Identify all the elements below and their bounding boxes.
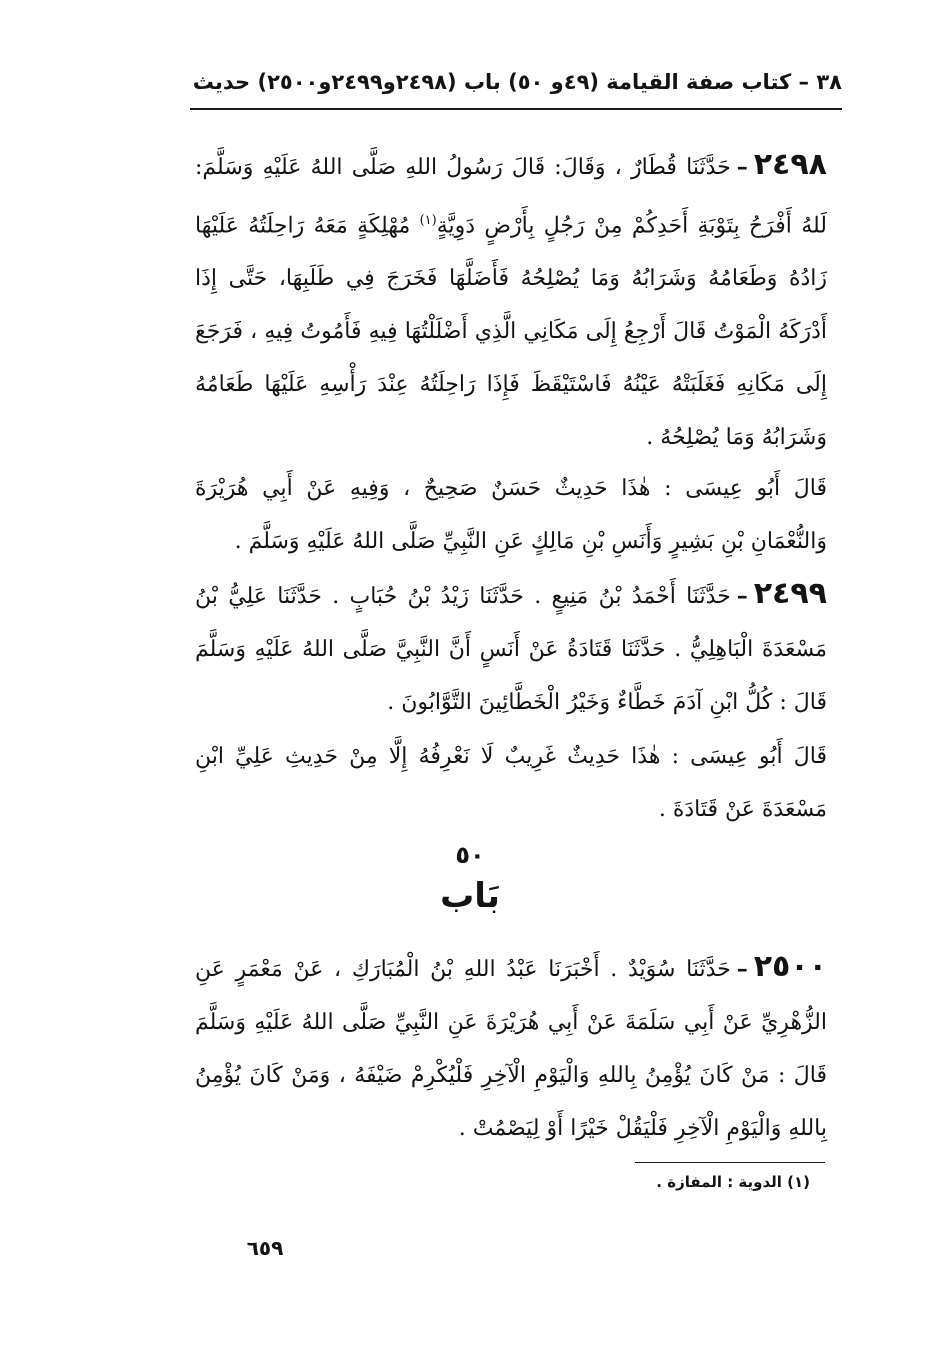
running-header: ٣٨ – كتاب صفة القيامة (٤٩و ٥٠) باب (٢٤٩٨و٢٤٩٩و٢٥٠٠) حديث: [192, 70, 842, 94]
chapter-number: ٥٠: [455, 841, 485, 869]
hadith-number: ٢٤٩٩: [753, 576, 827, 611]
footnote-rule: [635, 1162, 825, 1163]
footnote: (١) الدوية : المفازة .: [656, 1173, 810, 1191]
header-rule: [190, 108, 842, 110]
chapter-title: بَاب: [440, 876, 500, 916]
hadith-2498: [195, 138, 827, 464]
footnote-marker: (١): [419, 213, 437, 228]
hadith-number: ٢٥٠٠: [753, 949, 827, 984]
hadith-2499: [195, 567, 827, 729]
comment-2499: [195, 730, 827, 836]
hadith-text: حَدَّثَنَا قُطَارٌ ، وَقَالَ: قَالَ رَسُولُ اللهِ صَلَّى اللهُ عَلَيْهِ وَسَلَّمَ: لَلهُ أَفْرَحُ بِتَوْبَةِ أَحَدِكُمْ مِنْ رَجُلٍ بِأَرْضٍ دَوِيَّةٍ: [195, 155, 827, 239]
hadith-number: ٢٤٩٨: [753, 147, 827, 182]
comment-text: قَالَ أَبُو عِيسَى : هٰذَا حَدِيثٌ حَسَنٌ صَحِيحٌ ، وَفِيهِ عَنْ أَبِي هُرَيْرَةَ وَالنُّعْمَانِ بْنِ بَشِيرٍ وَأَنَسِ بْنِ مَالِكٍ عَنِ النَّبِيِّ صَلَّى اللهُ عَلَيْهِ وَسَلَّمَ .: [195, 476, 827, 554]
hadith-text-continued: مُهْلِكَةٍ مَعَهُ رَاحِلَتُهُ عَلَيْهَا زَادُهُ وَطَعَامُهُ وَشَرَابُهُ وَمَا يُصْلِحُهُ فَأَضَلَّهَا فَخَرَجَ فِي طَلَبِهَا، حَتَّى إِذَا أَدْرَكَهُ الْمَوْتُ قَالَ أَرْجِعُ إِلَى مَكَانِي الَّذِي أَضْلَلْتُهَا فِيهِ فَأَمُوتُ فِيهِ ، فَرَجَعَ إِلَى مَكَانِهِ فَغَلَبَتْهُ عَيْنُهُ فَاسْتَيْقَظَ فَإِذَا رَاحِلَتُهُ عِنْدَ رَأْسِهِ عَلَيْهَا طَعَامُهُ وَشَرَابُهُ وَمَا يُصْلِحُهُ .: [195, 213, 827, 451]
hadith-text: حَدَّثَنَا أَحْمَدُ بْنُ مَنِيعٍ . حَدَّثَنَا زَيْدُ بْنُ حُبَابٍ . حَدَّثَنَا عَلِيُّ بْنُ مَسْعَدَةَ الْبَاهِلِيُّ . حَدَّثَنَا قَتَادَةُ عَنْ أَنَسٍ أَنَّ النَّبِيَّ صَلَّى اللهُ عَلَيْهِ وَسَلَّمَ قَالَ : كُلُّ ابْنِ آدَمَ خَطَّاءٌ وَخَيْرُ الْخَطَّائِينَ التَّوَّابُونَ .: [195, 584, 827, 715]
comment-text: قَالَ أَبُو عِيسَى : هٰذَا حَدِيثٌ غَرِيبٌ لَا نَعْرِفُهُ إِلَّا مِنْ حَدِيثِ عَلِيِّ ابْنِ مَسْعَدَةَ عَنْ قَتَادَةَ .: [195, 744, 827, 822]
dash: –: [736, 956, 748, 982]
page-number: ٦٥٩: [246, 1236, 284, 1260]
comment-2498: [195, 462, 827, 568]
dash: –: [736, 154, 748, 180]
hadith-2500: [195, 940, 827, 1155]
dash: –: [736, 583, 748, 609]
hadith-text: حَدَّثَنَا سُوَيْدٌ . أَخْبَرَنَا عَبْدُ اللهِ بْنُ الْمُبَارَكِ ، عَنْ مَعْمَرٍ عَنِ الزُّهْرِيِّ عَنْ أَبِي سَلَمَةَ عَنْ أَبِي هُرَيْرَةَ عَنِ النَّبِيِّ صَلَّى اللهُ عَلَيْهِ وَسَلَّمَ قَالَ : مَنْ كَانَ يُؤْمِنُ بِاللهِ وَالْيَوْمِ الْآخِرِ فَلْيُكْرِمْ ضَيْفَهُ ، وَمَنْ كَانَ يُؤْمِنُ بِاللهِ وَالْيَوْمِ الْآخِرِ فَلْيَقُلْ خَيْرًا أَوْ لِيَصْمُتْ .: [195, 957, 827, 1141]
